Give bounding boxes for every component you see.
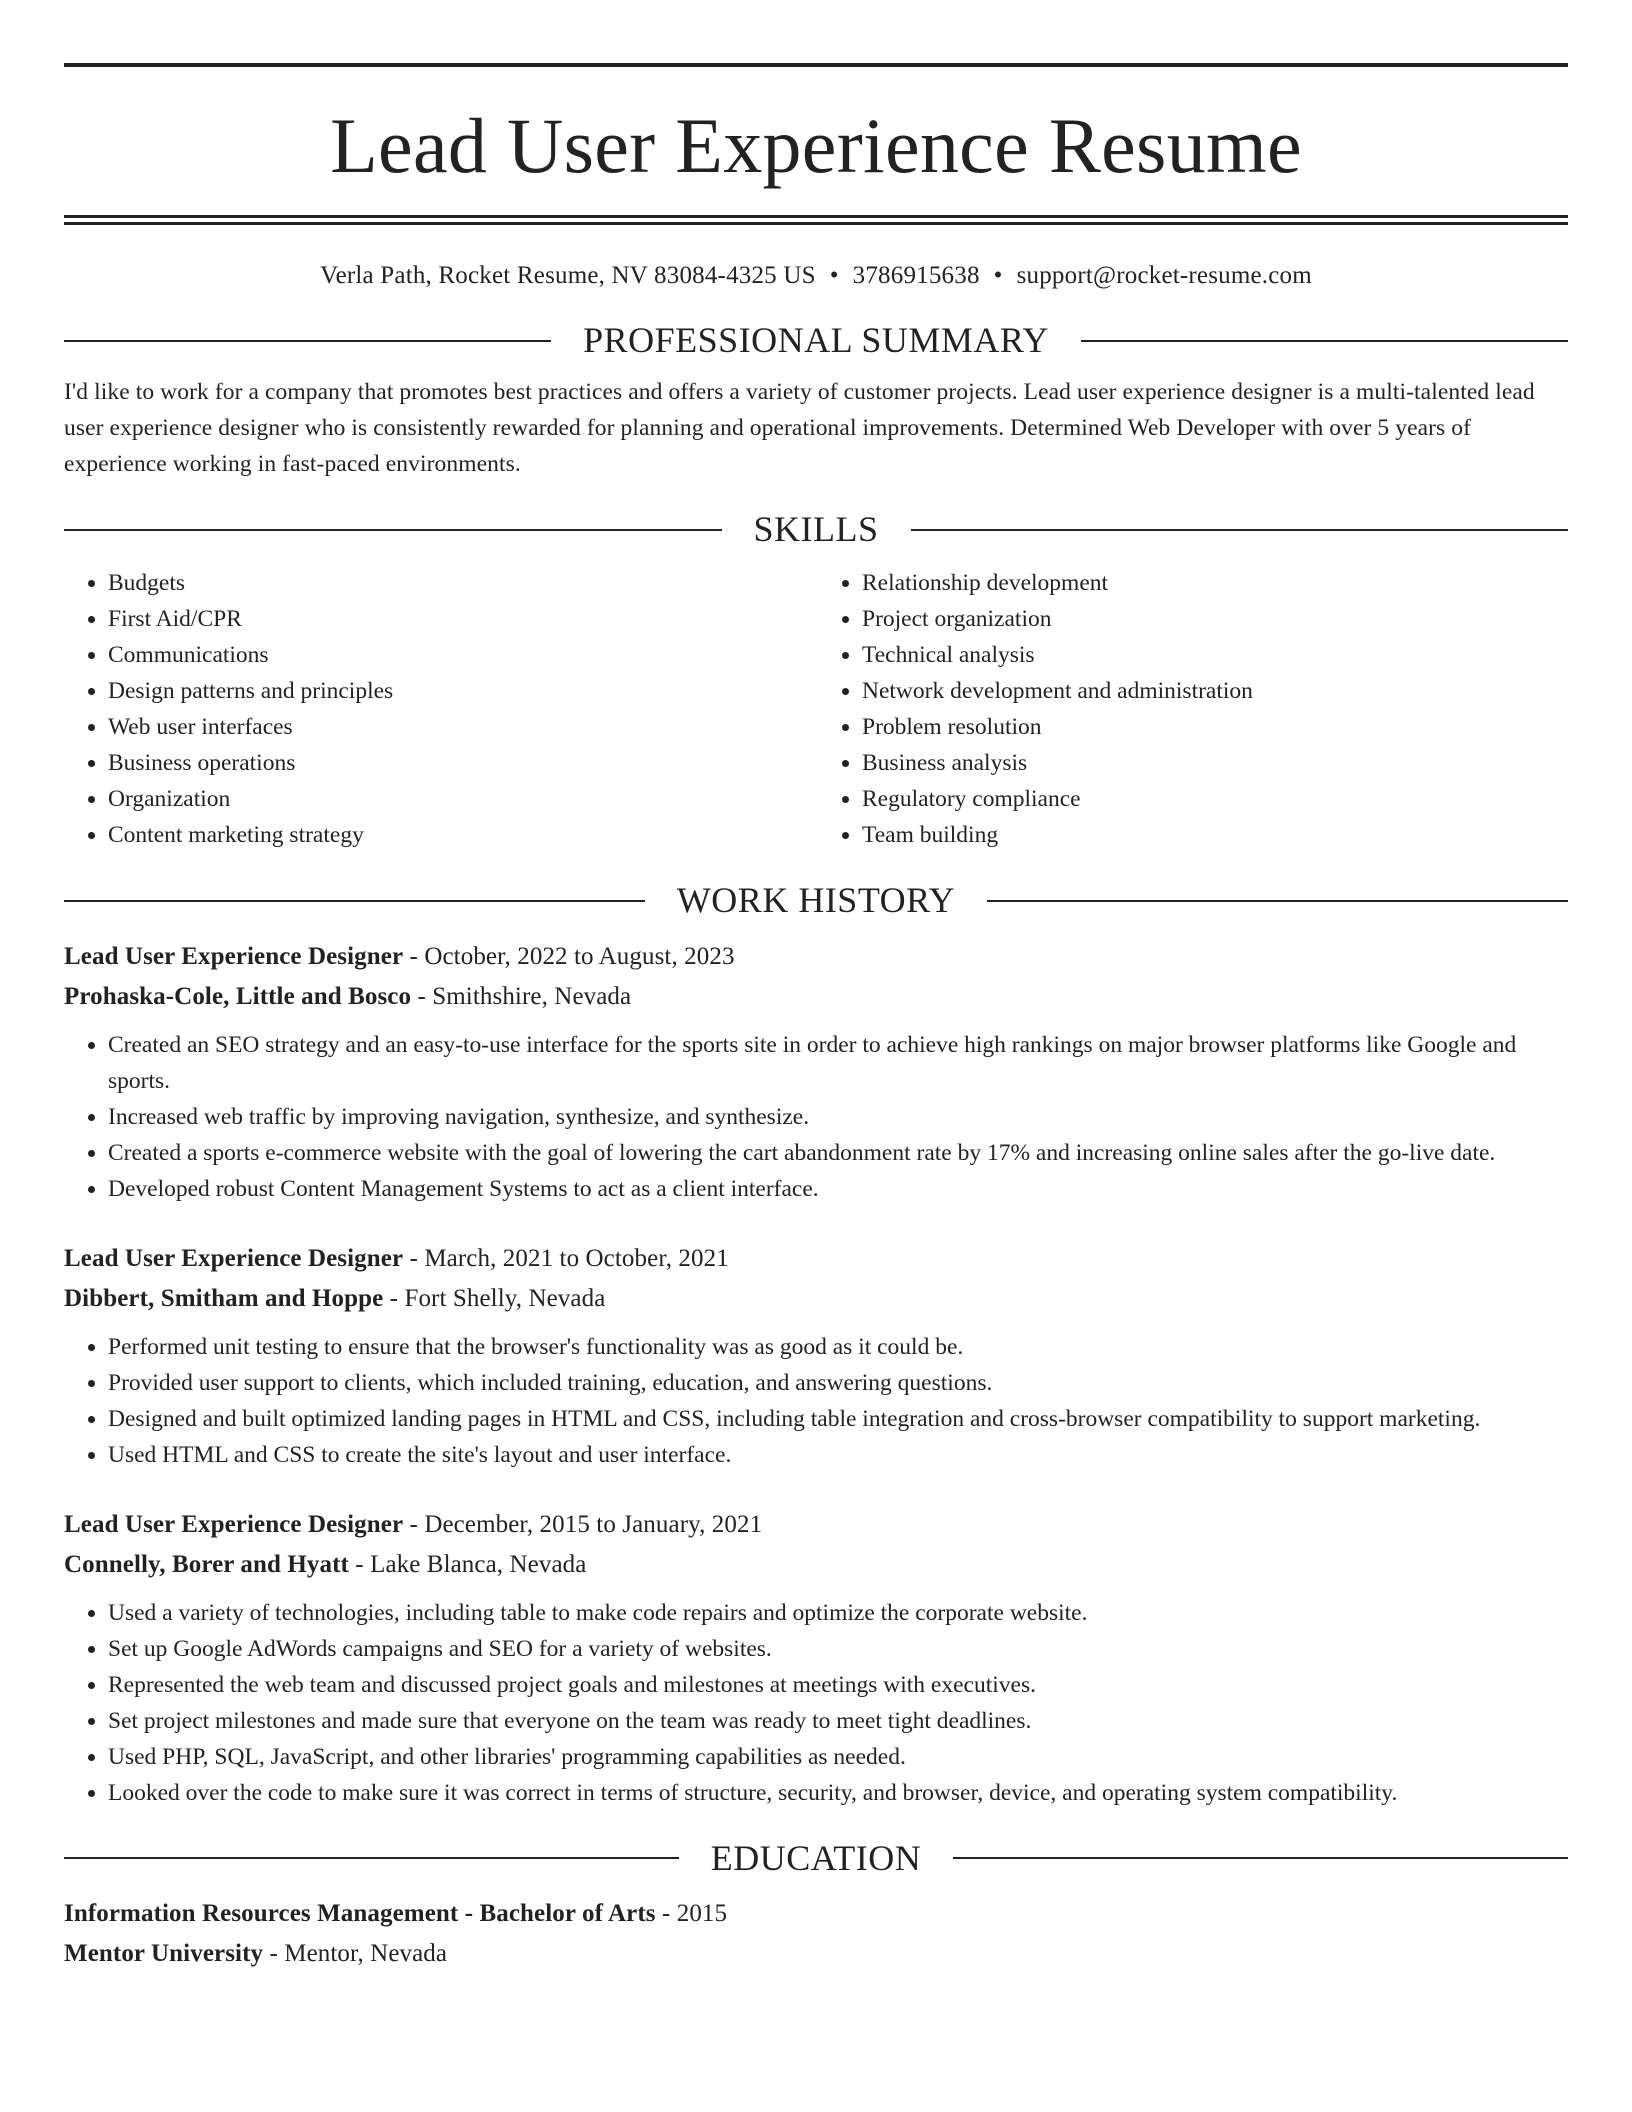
job-bullet: • Created a sports e-commerce website with the goal of lowering the cart abandonment rate by 17% and increasing online sales after the go-live date.: [108, 1135, 1568, 1171]
skill-item: • Business analysis: [862, 745, 1568, 781]
dash: -: [383, 1284, 405, 1312]
job-dates: March, 2021 to October, 2021: [424, 1244, 729, 1272]
job-company: Dibbert, Smitham and Hoppe: [64, 1284, 384, 1312]
job-bullet: • Set project milestones and made sure that everyone on the team was ready to meet tight deadlines.: [108, 1703, 1568, 1739]
section-heading-skills: [64, 508, 1568, 551]
contact-line: [64, 261, 1568, 291]
skill-item: • Regulatory compliance: [862, 781, 1568, 817]
job-company: Connelly, Borer and Hyatt: [64, 1550, 349, 1578]
job-company: Prohaska-Cole, Little and Bosco: [64, 982, 412, 1010]
job-entry: [64, 1239, 1568, 1473]
section-title: PROFESSIONAL SUMMARY: [583, 320, 1049, 360]
job-bullet: • Used PHP, SQL, JavaScript, and other libraries' programming capabilities as needed.: [108, 1739, 1568, 1775]
skills-list-right: [814, 565, 1568, 853]
heading-rule: [64, 340, 551, 342]
degree: Information Resources Management - Bachelor of Arts: [64, 1899, 656, 1927]
job-bullets: [64, 1595, 1568, 1811]
heading-rule: [64, 1857, 679, 1859]
heading-rule: [953, 1857, 1568, 1859]
job-bullet: • Increased web traffic by improving navigation, synthesize, and synthesize.: [108, 1099, 1568, 1135]
dash: -: [403, 1510, 425, 1538]
section-title: SKILLS: [753, 509, 879, 550]
job-bullet: • Looked over the code to make sure it was correct in terms of structure, security, and browser, device, and operating system compatibility.: [108, 1775, 1568, 1811]
contact-email: support@rocket-resume.com: [1016, 262, 1312, 289]
job-location: Fort Shelly, Nevada: [404, 1284, 606, 1312]
skills-list-left: [64, 565, 814, 853]
skill-item: • Web user interfaces: [108, 709, 814, 745]
section-title: EDUCATION: [710, 1837, 922, 1878]
job-bullet: • Designed and built optimized landing pages in HTML and CSS, including table integration and cross-browser compatibility to support marketing.: [108, 1401, 1568, 1437]
section-heading-summary: [64, 319, 1568, 362]
job-title-line: [64, 1239, 1568, 1279]
skill-item: • First Aid/CPR: [108, 601, 814, 637]
heading-rule: [64, 900, 645, 902]
title-double-rule: [64, 215, 1568, 225]
school-name: Mentor University: [64, 1939, 264, 1967]
dash: -: [348, 1550, 371, 1578]
dash: -: [411, 982, 433, 1010]
job-location: Lake Blanca, Nevada: [370, 1550, 587, 1578]
job-company-line: [64, 1279, 1568, 1319]
job-location: Smithshire, Nevada: [432, 982, 632, 1010]
job-bullets: [64, 1027, 1568, 1207]
skill-item: • Business operations: [108, 745, 814, 781]
section-heading-education: [64, 1837, 1568, 1880]
job-bullet: • Used HTML and CSS to create the site's layout and user interface.: [108, 1437, 1568, 1473]
skill-item: • Design patterns and principles: [108, 673, 814, 709]
contact-separator: •: [829, 262, 839, 289]
school-line: [64, 1934, 1568, 1974]
job-dates: October, 2022 to August, 2023: [424, 942, 735, 970]
job-bullet: • Provided user support to clients, which included training, education, and answering questions.: [108, 1365, 1568, 1401]
school-location: Mentor, Nevada: [284, 1939, 448, 1967]
contact-separator: •: [993, 262, 1003, 289]
job-dates: December, 2015 to January, 2021: [424, 1510, 763, 1538]
job-bullet: • Created an SEO strategy and an easy-to-use interface for the sports site in order to achieve high rankings on major browser platforms like Google and sports.: [108, 1027, 1568, 1099]
skill-item: • Budgets: [108, 565, 814, 601]
job-bullets: [64, 1329, 1568, 1473]
job-bullet: • Used a variety of technologies, including table to make code repairs and optimize the corporate website.: [108, 1595, 1568, 1631]
job-company-line: [64, 1545, 1568, 1585]
heading-rule: [911, 529, 1569, 531]
dash: -: [403, 942, 425, 970]
heading-rule: [987, 900, 1568, 902]
job-bullet: • Represented the web team and discussed project goals and milestones at meetings with executives.: [108, 1667, 1568, 1703]
top-rule: [64, 63, 1568, 67]
contact-address: Verla Path, Rocket Resume, NV 83084-4325 US: [320, 262, 816, 289]
heading-rule: [1081, 340, 1568, 342]
contact-phone: 3786915638: [852, 262, 980, 289]
job-company-line: [64, 977, 1568, 1017]
job-entry: [64, 937, 1568, 1207]
section-heading-work-history: [64, 879, 1568, 922]
degree-line: [64, 1894, 1568, 1934]
skill-item: • Organization: [108, 781, 814, 817]
education-entry: [64, 1894, 1568, 1974]
section-title: WORK HISTORY: [676, 880, 956, 921]
job-bullet: • Set up Google AdWords campaigns and SEO for a variety of websites.: [108, 1631, 1568, 1667]
job-title-line: [64, 1505, 1568, 1545]
dash: -: [403, 1244, 425, 1272]
job-bullet: • Developed robust Content Management Systems to act as a client interface.: [108, 1171, 1568, 1207]
graduation-year: 2015: [676, 1899, 728, 1927]
skill-item: • Network development and administration: [862, 673, 1568, 709]
skills-columns: [64, 565, 1568, 853]
job-title: Lead User Experience Designer: [64, 1510, 404, 1538]
skill-item: • Problem resolution: [862, 709, 1568, 745]
job-bullet: • Performed unit testing to ensure that the browser's functionality was as good as it could be.: [108, 1329, 1568, 1365]
skill-item: • Team building: [862, 817, 1568, 853]
dash: -: [263, 1939, 285, 1967]
dash: -: [655, 1899, 677, 1927]
job-entry: [64, 1505, 1568, 1811]
heading-rule: [64, 529, 722, 531]
job-title-line: [64, 937, 1568, 977]
skill-item: • Communications: [108, 637, 814, 673]
summary-text: I'd like to work for a company that promotes best practices and offers a variety of customer projects. Lead user experience designer is a multi-talented lead user experience designer who is consistently rewarded for planning and operational improvements. Determined Web Developer with over 5 years of experience working in fast-paced environments.: [64, 379, 1535, 478]
job-title: Lead User Experience Designer: [64, 942, 404, 970]
skill-item: • Relationship development: [862, 565, 1568, 601]
page-title: Lead User Experience Resume: [330, 102, 1302, 189]
job-title: Lead User Experience Designer: [64, 1244, 404, 1272]
skill-item: • Project organization: [862, 601, 1568, 637]
skill-item: • Content marketing strategy: [108, 817, 814, 853]
skill-item: • Technical analysis: [862, 637, 1568, 673]
